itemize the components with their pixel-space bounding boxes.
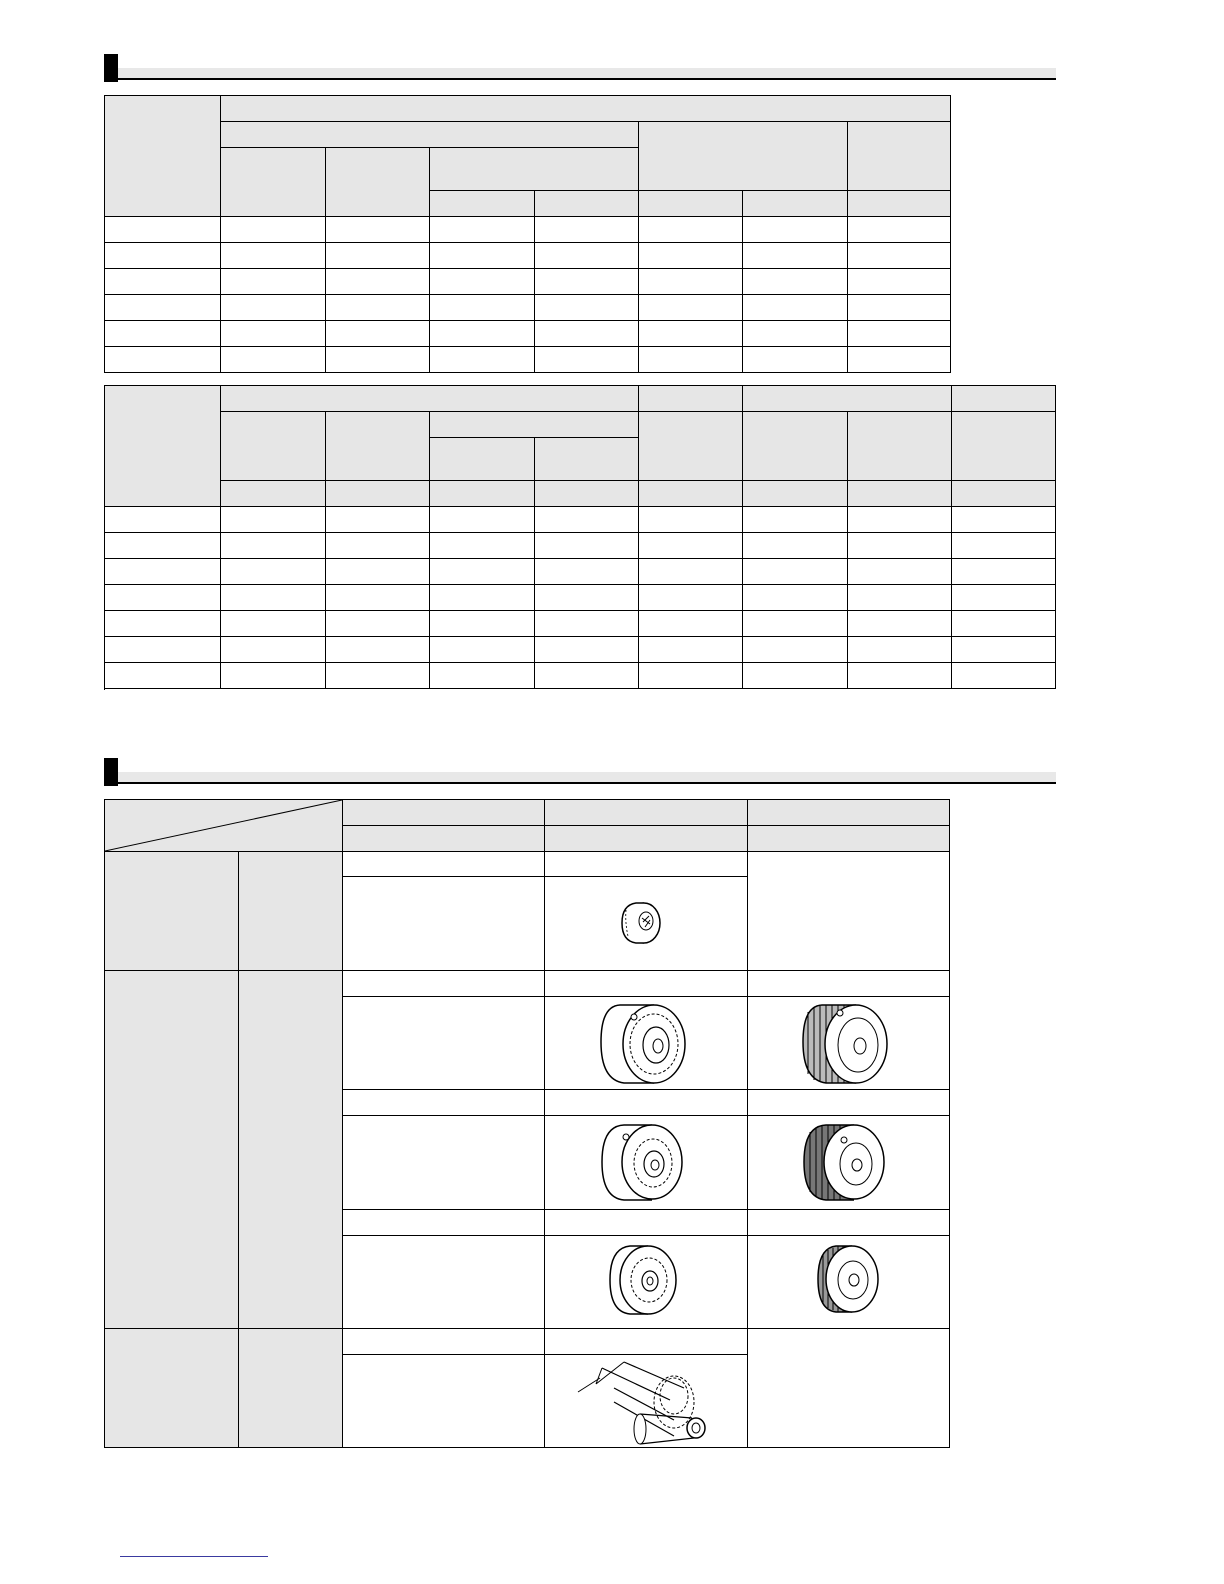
table-cell [221, 217, 326, 243]
table-cell [743, 663, 848, 689]
table-cell [743, 217, 848, 243]
table-cell [221, 585, 326, 611]
table-cell [430, 243, 535, 269]
table-cell [848, 347, 951, 373]
row-label-cell [343, 1090, 545, 1116]
table-cell [639, 559, 743, 585]
group-sublabel-2 [239, 971, 343, 1329]
table-cell [326, 507, 430, 533]
table-cell [535, 217, 639, 243]
row-label-cell [748, 971, 950, 997]
table-cell [221, 637, 326, 663]
small-knob-icon [612, 896, 668, 950]
table-cell [535, 507, 639, 533]
table-cell [326, 611, 430, 637]
table-cell [952, 637, 1056, 663]
table-cell [430, 559, 535, 585]
header-cell-sub-b [639, 122, 848, 191]
table-cell [221, 533, 326, 559]
plain-knob-flat-icon [604, 1242, 684, 1318]
table-cell [952, 533, 1056, 559]
row-image-cell [343, 1355, 545, 1448]
table-cell [221, 559, 326, 585]
row-label-cell [748, 1210, 950, 1236]
table-cell [743, 637, 848, 663]
table-cell [639, 321, 743, 347]
table-cell [848, 243, 951, 269]
plain-knob-tall-icon [596, 1000, 692, 1090]
row-label-cell [343, 1329, 545, 1355]
table-cell [221, 295, 326, 321]
table-cell [221, 321, 326, 347]
section-heading-ratings [104, 54, 1056, 82]
header-cell-sub-a [221, 122, 639, 148]
table-cell [952, 507, 1056, 533]
table-cell [326, 559, 430, 585]
table-row-label-cell [105, 321, 221, 347]
table-cell [326, 585, 430, 611]
header-cell-type-c [748, 800, 950, 826]
section-marker [104, 758, 118, 786]
table-cell [952, 585, 1056, 611]
table-row-label-cell [105, 637, 221, 663]
knurled-knob-medium-icon [798, 1120, 894, 1206]
table-cell [639, 295, 743, 321]
table-cell [848, 611, 952, 637]
shaft-cross-section-icon [574, 1358, 714, 1448]
header-cell-group-a [221, 386, 639, 412]
table-cell [639, 663, 743, 689]
section-marker [104, 54, 118, 82]
table-cell [848, 533, 952, 559]
table-cell [430, 533, 535, 559]
row-label-cell [545, 1329, 748, 1355]
table-cell [639, 243, 743, 269]
table-cell [639, 585, 743, 611]
table-cell [221, 269, 326, 295]
table-cell [535, 663, 639, 689]
header-cell-col7 [952, 412, 1056, 481]
table-cell [326, 663, 430, 689]
table-cell [848, 321, 951, 347]
row-label-cell [545, 971, 748, 997]
table-cell [743, 507, 848, 533]
header-cell-model [105, 96, 221, 217]
table-cell [430, 663, 535, 689]
table-cell [952, 663, 1056, 689]
header-cell-col4a [639, 191, 743, 217]
table-cell [430, 321, 535, 347]
header-cell-col6 [848, 412, 952, 481]
row-image-cell [343, 997, 545, 1090]
units-cell [848, 481, 952, 507]
merged-empty-cell [748, 1329, 950, 1448]
table-cell [848, 585, 952, 611]
header-cell-col2 [326, 148, 430, 217]
row-label-cell [748, 1090, 950, 1116]
header-cell-group-b [639, 386, 743, 412]
knurled-knob-flat-icon [812, 1242, 884, 1316]
table-cell [430, 611, 535, 637]
table-row-label-cell [105, 295, 221, 321]
table-cell [743, 269, 848, 295]
group-sublabel-1 [239, 852, 343, 971]
header-cell-col3a [430, 438, 535, 481]
group-sublabel-3 [239, 1329, 343, 1448]
row-label-cell [545, 1210, 748, 1236]
merged-empty-cell [748, 852, 950, 971]
header-cell-col3a [430, 191, 535, 217]
table-cell [848, 507, 952, 533]
table-row-label-cell [105, 663, 221, 689]
table-row-label-cell [105, 217, 221, 243]
table-row-label-cell [105, 611, 221, 637]
row-image-cell [343, 1116, 545, 1210]
table-cell [430, 217, 535, 243]
section-title [118, 772, 1056, 782]
group-label-3 [105, 1329, 239, 1448]
table-row-label-cell [105, 507, 221, 533]
table-row-label-cell [105, 585, 221, 611]
table-cell [535, 533, 639, 559]
header-cell-col3b [535, 438, 639, 481]
row-label-cell [545, 1090, 748, 1116]
section-rule [118, 78, 1056, 80]
table-cell [326, 295, 430, 321]
header-cell-col1 [221, 148, 326, 217]
table-cell [326, 321, 430, 347]
units-cell [221, 481, 326, 507]
header-cell-group [221, 96, 951, 122]
table-cell [952, 559, 1056, 585]
table-cell [535, 637, 639, 663]
table-row-label-cell [105, 559, 221, 585]
plain-knob-medium-icon [596, 1120, 692, 1206]
table-cell [743, 295, 848, 321]
header-cell-type-b-sub [545, 826, 748, 852]
units-cell [743, 481, 848, 507]
table-cell [430, 347, 535, 373]
table-cell [743, 321, 848, 347]
table-cell [221, 507, 326, 533]
header-cell-col3-group [430, 148, 639, 191]
row-label-cell [545, 852, 748, 877]
units-cell [535, 481, 639, 507]
table-cell [639, 347, 743, 373]
table-row-label-cell [105, 269, 221, 295]
knurled-knob-tall-icon [798, 1000, 894, 1090]
diagonal-header-cell [105, 800, 343, 852]
table-cell [848, 559, 952, 585]
table-cell [639, 533, 743, 559]
table-cell [430, 585, 535, 611]
table-cell [221, 243, 326, 269]
table-cell [326, 243, 430, 269]
table-cell [535, 559, 639, 585]
table-row-label-cell [105, 347, 221, 373]
row-label-cell [343, 1210, 545, 1236]
header-cell-type-a [343, 800, 545, 826]
table-cell [326, 347, 430, 373]
units-cell [430, 481, 535, 507]
row-image-cell [343, 877, 545, 971]
table-cell [848, 269, 951, 295]
table-cell [535, 585, 639, 611]
table-cell [535, 611, 639, 637]
header-cell-group-c [743, 386, 952, 412]
table-cell [326, 269, 430, 295]
table-cell [326, 217, 430, 243]
table-cell [326, 637, 430, 663]
table-cell [430, 637, 535, 663]
header-cell-col1 [221, 412, 326, 481]
table-cell [535, 269, 639, 295]
table-cell [639, 507, 743, 533]
table-row-label-cell [105, 533, 221, 559]
row-image-cell [343, 1236, 545, 1329]
table-cell [221, 611, 326, 637]
section-heading-knobs [104, 758, 1056, 786]
table-cell [743, 585, 848, 611]
header-cell-col5 [743, 412, 848, 481]
header-cell-type-a-sub [343, 826, 545, 852]
group-label-2 [105, 971, 239, 1329]
section-rule [118, 782, 1056, 784]
group-label-1 [105, 852, 239, 971]
row-label-cell [343, 852, 545, 877]
table-cell [952, 611, 1056, 637]
ratings-table-bottom [104, 385, 1056, 690]
header-cell-type-b [545, 800, 748, 826]
table-cell [535, 321, 639, 347]
table-cell [848, 637, 952, 663]
header-cell-sub-c [848, 122, 951, 191]
header-cell-col4b [743, 191, 848, 217]
table-cell [639, 217, 743, 243]
ratings-table-top [104, 95, 951, 373]
header-cell-group-d [952, 386, 1056, 412]
units-cell [639, 481, 743, 507]
footnote-rule [120, 1556, 268, 1557]
units-cell [326, 481, 430, 507]
table-cell [430, 295, 535, 321]
table-cell [743, 559, 848, 585]
table-cell [743, 611, 848, 637]
table-cell [743, 243, 848, 269]
header-cell-col5 [848, 191, 951, 217]
header-cell-model [105, 386, 221, 507]
header-cell-col3-group [430, 412, 639, 438]
table-cell [848, 295, 951, 321]
table-cell [221, 663, 326, 689]
section-title [118, 68, 1056, 78]
header-cell-type-c-sub [748, 826, 950, 852]
table-cell [221, 347, 326, 373]
table-cell [326, 533, 430, 559]
table-cell [535, 295, 639, 321]
row-label-cell [343, 971, 545, 997]
header-cell-col2 [326, 412, 430, 481]
table-cell [743, 347, 848, 373]
table-cell [639, 269, 743, 295]
table-cell [848, 663, 952, 689]
table-cell [535, 243, 639, 269]
table-cell [639, 637, 743, 663]
units-cell [952, 481, 1056, 507]
table-cell [535, 347, 639, 373]
table-cell [430, 269, 535, 295]
table-cell [848, 217, 951, 243]
table-cell [430, 507, 535, 533]
table-cell [743, 533, 848, 559]
header-cell-col3b [535, 191, 639, 217]
table-row-label-cell [105, 243, 221, 269]
table-cell [639, 611, 743, 637]
header-cell-col4 [639, 412, 743, 481]
diagonal-line [105, 800, 343, 852]
